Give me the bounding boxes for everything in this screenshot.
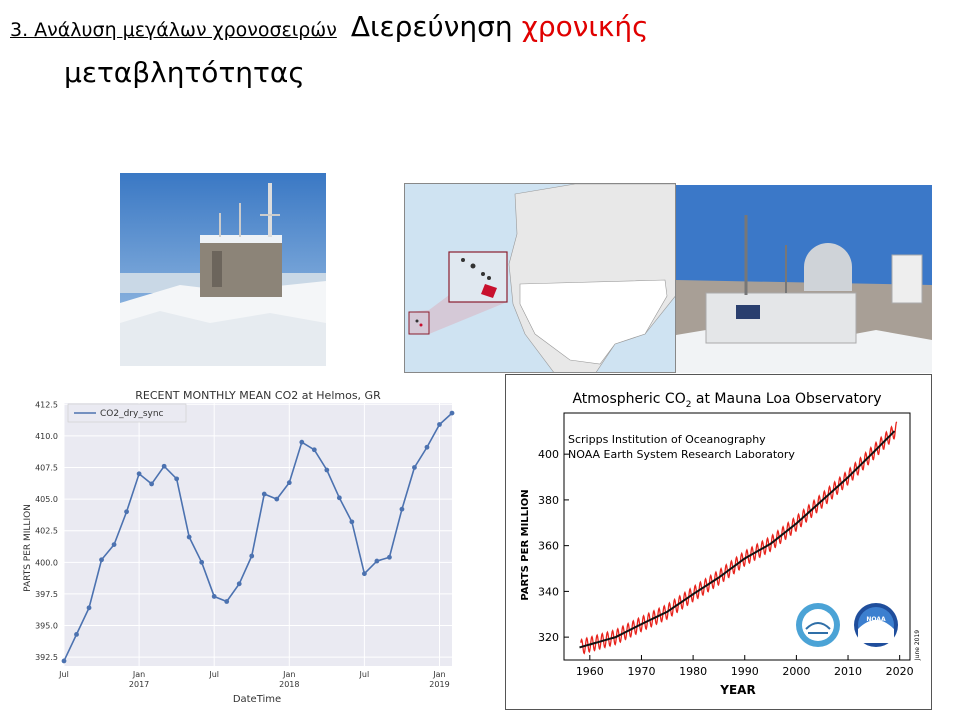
data-point (324, 468, 329, 473)
data-point (112, 542, 117, 547)
y-axis-label: PARTS PER MILLION (520, 489, 531, 601)
x-tick-label: 2020 (885, 665, 914, 678)
slide-heading-line2: μεταβλητότητας (64, 56, 305, 89)
x-tick-year-label: 2019 (429, 680, 450, 689)
chart-mauna-loa-co2 (505, 374, 932, 710)
x-tick-year-label: 2017 (128, 680, 150, 689)
x-tick-label: Jul (359, 670, 370, 679)
scripps-logo (796, 603, 840, 647)
y-tick-label: 405.0 (35, 495, 58, 505)
y-axis-label: PARTS PER MILLION (23, 504, 33, 592)
data-point (124, 509, 129, 514)
data-point (299, 440, 304, 445)
chart-title: RECENT MONTHLY MEAN CO2 at Helmos, GR (135, 389, 381, 402)
photo-helmos-station (120, 173, 326, 366)
data-point (337, 495, 342, 500)
x-axis-label: YEAR (720, 683, 756, 697)
data-point (312, 447, 317, 452)
x-tick-label: 1990 (730, 665, 759, 678)
x-tick-label: 1970 (627, 665, 656, 678)
noaa-logo (854, 603, 898, 647)
data-point (387, 555, 392, 560)
x-tick-label: 2010 (834, 665, 863, 678)
y-tick-label: 400.0 (35, 558, 58, 568)
legend (68, 404, 186, 422)
annotation-scripps: Scripps Institution of Oceanography (568, 433, 766, 446)
data-point (74, 632, 79, 637)
y-tick-label: 320 (538, 631, 559, 645)
y-tick-label: 397.5 (35, 589, 58, 599)
x-tick-label: Jan (433, 670, 446, 679)
photo-mauna-loa-observatory (676, 185, 932, 373)
data-point (174, 476, 179, 481)
data-point (162, 464, 167, 469)
slide-heading-part1: Διερεύνηση (350, 10, 513, 43)
data-point (349, 519, 354, 524)
data-point (437, 422, 442, 427)
chart-title (572, 391, 881, 410)
data-point (450, 411, 455, 416)
data-point (224, 599, 229, 604)
x-axis-label: DateTime (232, 694, 282, 705)
annotation-noaa: NOAA Earth System Research Laboratory (568, 448, 795, 461)
y-tick-label: 400 (538, 448, 559, 462)
slide-subheading: 3. Ανάλυση μεγάλων χρονοσειρών (10, 19, 337, 41)
y-tick-label: 410.0 (35, 431, 58, 441)
data-point (237, 581, 242, 586)
data-point (262, 492, 267, 497)
data-point (99, 557, 104, 562)
chart-title-prefix: Atmospheric CO (572, 391, 686, 407)
x-tick-label: 1960 (575, 665, 604, 678)
chart-title-subscript: 2 (685, 400, 692, 410)
data-point (375, 559, 380, 564)
slide-title-line-1 (10, 10, 950, 50)
data-point (287, 480, 292, 485)
x-tick-label: Jan (132, 670, 146, 679)
data-point (212, 594, 217, 599)
svg-text:NOAA: NOAA (866, 616, 886, 623)
y-tick-label: 380 (538, 493, 559, 507)
x-tick-label: 1980 (679, 665, 708, 678)
data-point (149, 482, 154, 487)
x-tick-year-label: 2018 (279, 680, 300, 689)
chart-helmos-co2 (0, 380, 470, 710)
data-point (137, 471, 142, 476)
data-point (199, 560, 204, 565)
data-point (425, 445, 430, 450)
data-point (362, 571, 367, 576)
x-tick-label: Jan (283, 670, 296, 679)
legend-label: CO2_dry_sync (100, 409, 164, 419)
x-tick-label: 2000 (782, 665, 811, 678)
slide-heading-part2: χρονικής (521, 10, 649, 43)
data-point (87, 605, 92, 610)
y-tick-label: 392.5 (35, 653, 58, 663)
data-point (400, 507, 405, 512)
y-tick-label: 395.0 (35, 621, 58, 631)
chart-title-suffix: at Mauna Loa Observatory (691, 391, 882, 407)
x-tick-label: Jul (59, 670, 69, 679)
plot-background (64, 403, 452, 666)
y-tick-label: 340 (538, 585, 559, 599)
y-tick-label: 412.5 (35, 400, 58, 410)
date-note: June 2019 (914, 629, 921, 661)
data-point (412, 465, 417, 470)
data-point (62, 659, 67, 664)
y-tick-label: 407.5 (35, 463, 58, 473)
y-tick-label: 360 (538, 539, 559, 553)
data-point (249, 554, 254, 559)
y-tick-label: 402.5 (35, 526, 58, 536)
x-tick-label: Jul (209, 670, 220, 679)
map-hawaii-location (404, 183, 676, 373)
data-point (274, 497, 279, 502)
plot-area (35, 400, 454, 689)
data-point (187, 535, 192, 540)
